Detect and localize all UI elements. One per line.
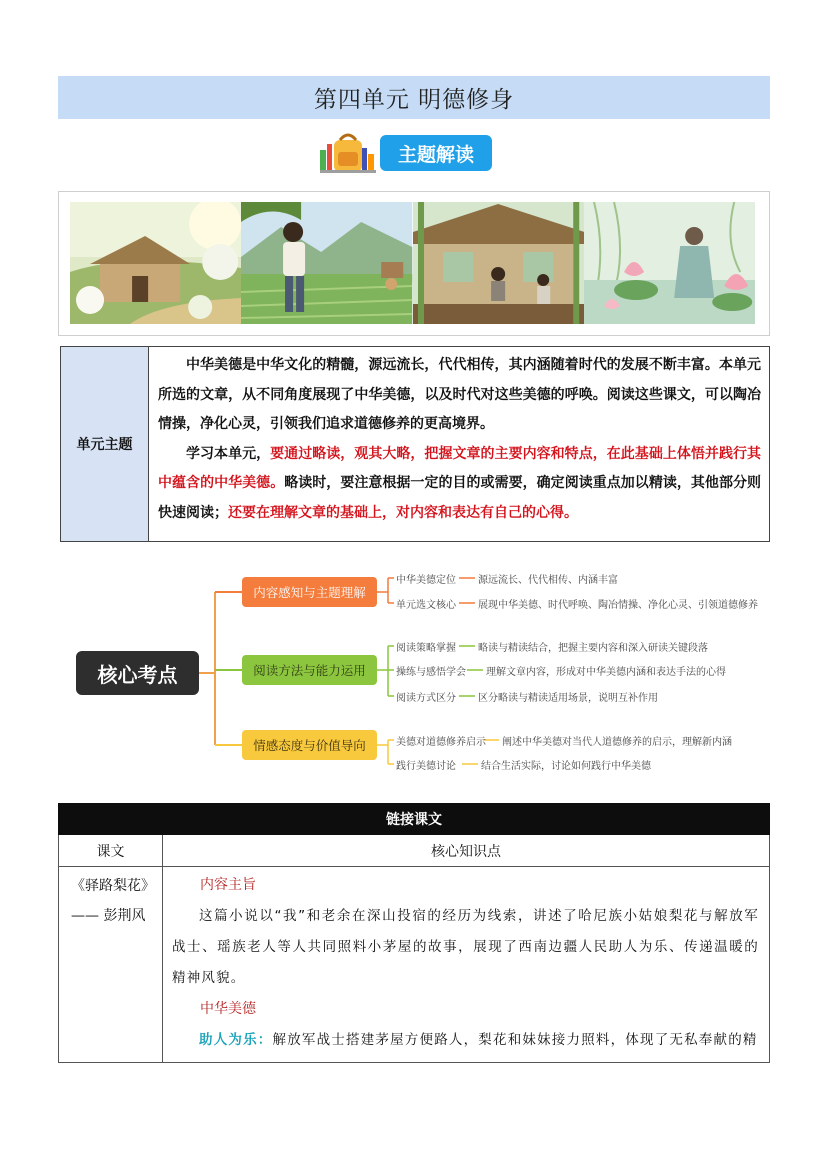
unit-theme-label: 单元主题 [61,347,149,541]
illustration-frame [58,191,770,336]
section-heading-virtue: 中华美德 [200,1001,256,1017]
knowledge-points-cell [163,867,769,1062]
para2-emphasis-1: 要通过略读，观其大略，把握文章的主要内容和特点，在此基础上体悟并践行其中蕴含的中华美德。 [158,445,762,491]
thatched-pavilion-illustration [413,202,584,324]
village-hut-illustration [70,202,241,324]
mindmap-leaf-value: 略读与精读结合，把握主要内容和深入研读关键段落 [478,643,708,654]
mindmap-leaf-key: 单元选文核心 [396,600,456,611]
lesson-author: —— 彭荆风 [71,908,146,924]
unit-title: 第四单元 明德修身 [313,87,515,113]
mindmap-leaf-value: 阐述中华美德对当代人道德修养的启示，理解新内涵 [502,737,732,748]
mindmap-leaf-key: 操练与感悟学会 [396,667,466,678]
unit-theme-paragraph-2 [158,440,761,529]
mindmap-leaf-key: 阅读方式区分 [396,693,456,704]
mindmap-leaf-value: 展现中华美德、时代呼唤、陶冶情操、净化心灵、引领道德修养 [478,600,758,611]
girl-rice-field-illustration [241,202,412,324]
section-heading-main-idea: 内容主旨 [200,877,256,893]
mindmap-leaf-value: 结合生活实际，讨论如何践行中华美德 [481,761,651,772]
mindmap-leaf-key: 阅读策略掌握 [396,643,456,654]
mindmap-branch-method: 阅读方法与能力运用 [242,655,377,685]
mindmap-root: 核心考点 [76,651,199,695]
para2-emphasis-2: 还要在理解文章的基础上，对内容和表达有自己的心得。 [228,504,578,521]
mindmap-leaf-key: 践行美德讨论 [396,761,456,772]
topic-badge [318,130,492,176]
mindmap-leaf-key: 美德对道德修养启示 [396,737,486,748]
unit-title-bar [58,76,770,119]
unit-theme-body [149,347,769,541]
mindmap-leaf-value: 源远流长、代代相传、内涵丰富 [478,575,618,586]
unit-theme-paragraph-1: 中华美德是中华文化的精髓，源远流长，代代相传，其内涵随着时代的发展不断丰富。本单元所选的文章，从不同角度展现了中华美德，以及时代对这些美德的呼唤。阅读这些课文，可以陶冶情操，净化心灵，引领我们追求道德修养的更高境界。 [158,357,761,432]
column-header-text: 课文 [59,835,163,866]
para2-text-b: 略读时，要注意根据一定的目的或需要，确定阅读重点加以精读，其他部分则快速阅读； [158,475,762,521]
mindmap-leaf-value: 理解文章内容，形成对中华美德内涵和表达手法的心得 [486,667,726,678]
mindmap-leaf-value: 区分略读与精读适用场景，说明互补作用 [478,693,658,704]
topic-badge-label: 主题解读 [380,135,492,171]
core-points-mindmap [70,560,770,782]
linked-texts-table [58,803,770,1063]
backpack-icon [318,130,378,176]
lesson-cell [59,867,163,1062]
column-header-points: 核心知识点 [431,843,501,860]
mindmap-branch-content: 内容感知与主题理解 [242,577,377,607]
para2-text-a: 学习本单元， [186,445,271,462]
unit-theme-table [60,346,770,542]
illustration-strip [70,202,755,324]
virtue-label: 助人为乐： [199,1032,273,1048]
virtue-description: 解放军战士搭建茅屋方便路人，梨花和妹妹接力照料，体现了无私奉献的精 [272,1032,758,1048]
linked-texts-header: 链接课文 [58,803,770,835]
mindmap-branch-values: 情感态度与价值导向 [242,730,377,760]
table-row [58,867,770,1063]
linked-texts-columns [58,835,770,867]
mindmap-leaf-key: 中华美德定位 [396,575,456,586]
lotus-scholar-illustration [584,202,755,324]
lesson-title: 《驿路梨花》 [71,878,155,894]
virtue-text [172,1025,759,1056]
main-idea-text: 这篇小说以“我”和老余在深山投宿的经历为线索，讲述了哈尼族小姑娘梨花与解放军战士、瑶族老人等人共同照料小茅屋的故事，展现了西南边疆人民助人为乐、传递温暖的精神风貌。 [172,908,759,986]
